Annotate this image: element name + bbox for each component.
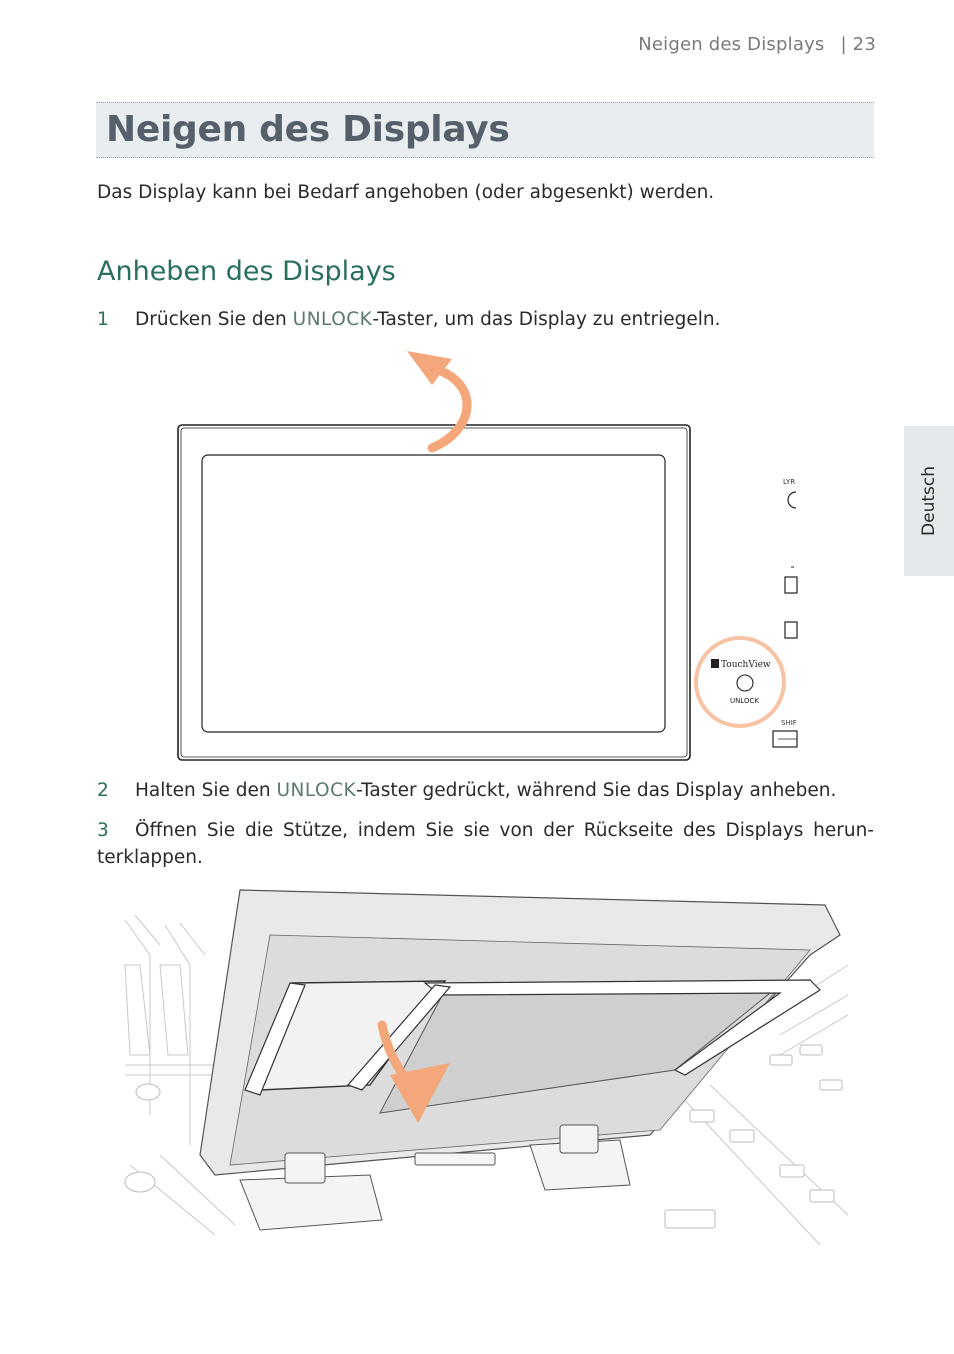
- intro-text: Das Display kann bei Bedarf angehoben (oder abgesenkt) werden.: [97, 182, 715, 203]
- language-tab: [904, 426, 954, 576]
- running-header: [638, 34, 876, 55]
- title-box: [96, 102, 874, 158]
- step-2: [97, 777, 874, 804]
- step-3: [97, 817, 874, 871]
- page-title: Neigen des Displays: [106, 109, 510, 150]
- unlock-button-icon: [737, 675, 753, 691]
- display-unlock-figure: [170, 345, 810, 765]
- touchview-brand: TouchView: [721, 660, 771, 670]
- shift-label: SHIF: [781, 719, 797, 727]
- unlock-keyword: UNLOCK: [292, 309, 373, 330]
- display-support-figure: [120, 885, 850, 1250]
- header-page-number: | 23: [840, 34, 876, 55]
- step-text-pre: Halten Sie den: [135, 780, 277, 801]
- language-tab-label: Deutsch: [919, 466, 939, 536]
- step-text-pre: Drücken Sie den: [135, 309, 293, 330]
- unlock-keyword: UNLOCK: [276, 780, 357, 801]
- step-number: 1: [97, 309, 109, 330]
- step-text: Öffnen Sie die Stütze, indem Sie sie von der Rückseite des Displays herun-terklappen.: [97, 820, 874, 868]
- step-text-post: -Taster, um das Display zu entriegeln.: [372, 309, 721, 330]
- step-text-post: -Taster gedrückt, während Sie das Display anheben.: [356, 780, 837, 801]
- section-title: Anheben des Displays: [97, 256, 396, 287]
- step-1: [97, 306, 874, 333]
- touchview-logo-icon: [711, 659, 719, 668]
- unlock-label: UNLOCK: [730, 697, 759, 705]
- step-number: 2: [97, 780, 109, 801]
- step-number: 3: [97, 820, 109, 841]
- display-screen: [202, 455, 665, 732]
- header-section: Neigen des Displays: [638, 34, 825, 55]
- lyr-label: LYR: [783, 478, 796, 486]
